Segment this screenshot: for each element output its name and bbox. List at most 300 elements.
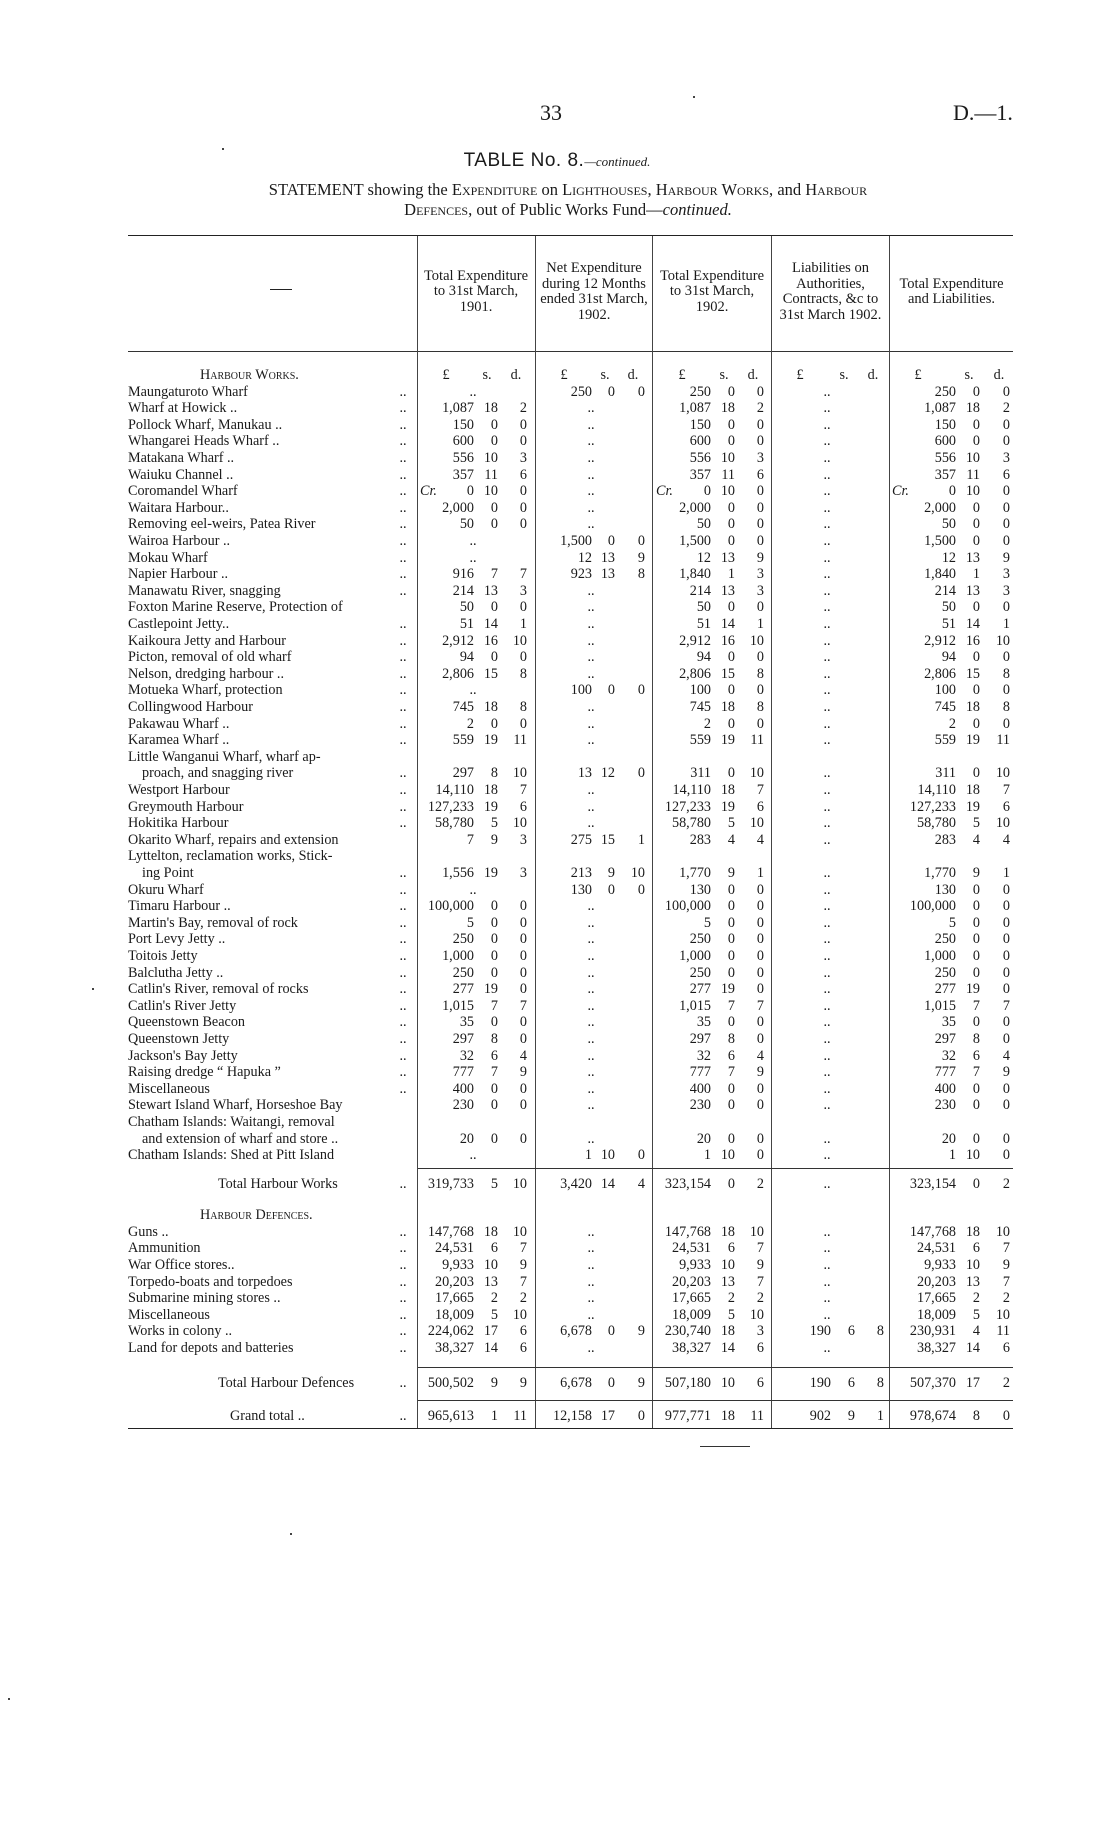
leader-dots: .. xyxy=(399,1375,407,1391)
amount-pounds: 50 xyxy=(459,516,474,533)
amount-pence: 0 xyxy=(756,649,764,666)
amount-shillings: 7 xyxy=(727,997,735,1014)
amount-pounds: 14,110 xyxy=(672,782,711,798)
amount-shillings: 6 xyxy=(847,1375,855,1391)
table-row xyxy=(0,1097,1114,1114)
amount-pence: 9 xyxy=(756,1257,764,1273)
amount-shillings: 10 xyxy=(483,450,498,466)
amount-pounds: 250 xyxy=(452,931,474,948)
empty-cell-dots: .. xyxy=(587,466,595,483)
amount-shillings: 0 xyxy=(972,499,980,516)
empty-cell-dots: .. xyxy=(587,798,595,815)
total-row xyxy=(0,1408,1114,1425)
amount-pounds: 277 xyxy=(689,981,711,998)
amount-pounds: 20 xyxy=(459,1130,474,1147)
section-heading: Harbour Works. xyxy=(200,367,299,383)
total-row xyxy=(0,1176,1114,1193)
table-row xyxy=(0,649,1114,666)
amount-pence: 0 xyxy=(756,715,764,732)
leader-dots: .. xyxy=(399,416,407,433)
empty-cell-dots: .. xyxy=(823,881,831,898)
leader-dots: .. xyxy=(399,616,407,632)
row-label: Karamea Wharf .. xyxy=(128,732,230,749)
amount-pounds: 17,665 xyxy=(916,1290,956,1307)
amount-shillings: 18 xyxy=(483,1223,498,1240)
amount-pence: 0 xyxy=(756,433,764,450)
amount-pence: 11 xyxy=(996,732,1010,749)
amount-pence: 7 xyxy=(519,997,527,1014)
amount-pounds: 250 xyxy=(689,383,711,400)
amount-pence: 0 xyxy=(1002,1130,1010,1147)
amount-pounds: 250 xyxy=(934,931,956,948)
amount-pence: 2 xyxy=(1002,1375,1010,1391)
amount-shillings: 9 xyxy=(727,865,735,881)
amount-shillings: 0 xyxy=(972,416,980,433)
table-row xyxy=(0,1147,1114,1164)
amount-pounds: 2 xyxy=(948,715,956,732)
amount-pounds: 1,000 xyxy=(679,948,711,964)
amount-shillings: 0 xyxy=(727,533,735,549)
amount-pounds: 923 xyxy=(570,566,592,583)
amount-shillings: 2 xyxy=(727,1290,735,1307)
row-label: Jackson's Bay Jetty xyxy=(128,1047,238,1064)
empty-cell-dots: .. xyxy=(587,499,595,516)
row-label: Queenstown Beacon xyxy=(128,1014,246,1031)
amount-pounds: 275 xyxy=(570,831,592,848)
amount-shillings: 8 xyxy=(490,765,498,782)
amount-pounds: 9,933 xyxy=(679,1257,711,1273)
statement-text: and xyxy=(773,180,806,199)
amount-pence: 7 xyxy=(756,997,764,1014)
amount-pence: 0 xyxy=(756,1031,764,1047)
amount-pence: 9 xyxy=(519,1257,527,1273)
amount-pounds: 20,203 xyxy=(916,1273,956,1290)
amount-pence: 0 xyxy=(756,898,764,915)
statement-text: STATEMENT showing the xyxy=(268,180,452,199)
empty-cell-dots: .. xyxy=(587,948,595,964)
row-label: Mokau Wharf xyxy=(128,549,208,566)
amount-shillings: 10 xyxy=(600,1147,615,1164)
empty-cell-dots: .. xyxy=(823,782,831,798)
amount-shillings: 4 xyxy=(972,831,980,848)
row-label: Hokitika Harbour xyxy=(128,815,229,832)
section-heading: Harbour Defences. xyxy=(200,1207,313,1224)
empty-cell-dots: .. xyxy=(823,616,831,632)
unit-pound: £ xyxy=(914,367,922,383)
amount-shillings: 10 xyxy=(483,1257,498,1273)
table-row xyxy=(0,998,1114,1015)
amount-pounds: 559 xyxy=(452,732,474,749)
amount-pounds: 12 xyxy=(577,549,592,566)
amount-pence: 9 xyxy=(1002,1257,1010,1273)
amount-pounds: 35 xyxy=(459,1014,474,1031)
amount-pounds: 13 xyxy=(577,765,592,782)
amount-pence: 0 xyxy=(756,483,764,500)
amount-pence: 0 xyxy=(637,533,645,549)
table-title-main: TABLE No. 8. xyxy=(463,150,585,171)
amount-pence: 7 xyxy=(756,1240,764,1257)
amount-pence: 7 xyxy=(1002,1273,1010,1290)
amount-shillings: 0 xyxy=(727,433,735,450)
row-label: Matakana Wharf .. xyxy=(128,450,235,466)
page-speck xyxy=(8,1698,10,1700)
leader-dots: .. xyxy=(399,1273,407,1290)
amount-pence: 8 xyxy=(876,1323,884,1340)
amount-pence: 4 xyxy=(1002,1047,1010,1064)
amount-pounds: 2,912 xyxy=(679,632,711,649)
amount-shillings: 0 xyxy=(490,416,498,433)
amount-pounds: 556 xyxy=(452,450,474,466)
amount-shillings: 14 xyxy=(720,1340,735,1356)
amount-shillings: 0 xyxy=(727,682,735,699)
amount-pence: 0 xyxy=(519,1080,527,1097)
row-label: Okarito Wharf, repairs and extension xyxy=(128,831,339,848)
empty-cell-dots: .. xyxy=(587,782,595,798)
amount-pence: 3 xyxy=(519,450,527,466)
empty-cell-dots: .. xyxy=(587,1273,595,1290)
table-row xyxy=(0,550,1114,567)
amount-pence: 6 xyxy=(519,798,527,815)
section-heading-row xyxy=(0,367,1114,384)
amount-pounds: 127,233 xyxy=(427,798,474,815)
leader-dots: .. xyxy=(399,765,407,782)
amount-pounds: 357 xyxy=(452,466,474,483)
unit-shilling: s. xyxy=(600,367,610,383)
empty-cell-dots: .. xyxy=(587,931,595,948)
empty-cell-dots: .. xyxy=(823,632,831,649)
amount-pence: 0 xyxy=(1002,948,1010,964)
amount-shillings: 0 xyxy=(972,433,980,450)
amount-shillings: 0 xyxy=(972,765,980,782)
leader-dots: .. xyxy=(399,1064,407,1081)
amount-pence: 7 xyxy=(756,1273,764,1290)
empty-cell-dots: .. xyxy=(823,699,831,715)
unit-pence: d. xyxy=(510,367,522,383)
amount-pence: 0 xyxy=(1002,1031,1010,1047)
amount-pounds: 50 xyxy=(696,516,711,533)
amount-shillings: 1 xyxy=(727,566,735,583)
empty-cell-dots: .. xyxy=(587,1130,595,1147)
amount-pence: 1 xyxy=(756,865,764,881)
amount-shillings: 0 xyxy=(972,599,980,616)
row-label: Whangarei Heads Wharf .. xyxy=(128,433,280,450)
amount-pounds: 0 xyxy=(466,483,474,500)
amount-pounds: 9,933 xyxy=(924,1257,956,1273)
amount-shillings: 0 xyxy=(490,715,498,732)
amount-pounds: 1,087 xyxy=(442,400,474,417)
amount-pounds: 319,733 xyxy=(427,1176,474,1193)
amount-pence: 1 xyxy=(876,1408,884,1424)
amount-shillings: 18 xyxy=(965,1223,980,1240)
amount-shillings: 19 xyxy=(483,865,498,881)
amount-pounds: 1,500 xyxy=(560,533,592,549)
table-row xyxy=(0,716,1114,733)
amount-pence: 0 xyxy=(1002,898,1010,915)
amount-pence: 1 xyxy=(1002,865,1010,881)
amount-shillings: 13 xyxy=(720,1273,735,1290)
amount-shillings: 0 xyxy=(490,433,498,450)
leader-dots: .. xyxy=(399,981,407,998)
table-row xyxy=(0,865,1114,882)
empty-cell-dots: .. xyxy=(823,1080,831,1097)
amount-pence: 0 xyxy=(519,649,527,666)
unit-shilling: s. xyxy=(839,367,849,383)
row-label: Toitois Jetty xyxy=(128,948,198,964)
amount-pounds: 147,768 xyxy=(909,1223,956,1240)
amount-shillings: 18 xyxy=(483,400,498,417)
amount-pounds: 357 xyxy=(934,466,956,483)
amount-shillings: 15 xyxy=(965,665,980,682)
amount-shillings: 0 xyxy=(972,1130,980,1147)
amount-shillings: 13 xyxy=(483,582,498,599)
empty-cell-dots: .. xyxy=(587,450,595,466)
amount-pounds: 50 xyxy=(459,599,474,616)
table-row xyxy=(0,1081,1114,1098)
table-row xyxy=(0,433,1114,450)
leader-dots: .. xyxy=(399,549,407,566)
amount-shillings: 14 xyxy=(720,616,735,632)
amount-pence: 10 xyxy=(749,1223,764,1240)
empty-cell-dots: .. xyxy=(823,483,831,500)
amount-pence: 2 xyxy=(1002,1176,1010,1193)
amount-pounds: 777 xyxy=(452,1064,474,1081)
amount-pounds: 100,000 xyxy=(664,898,711,915)
amount-pence: 2 xyxy=(1002,400,1010,417)
amount-shillings: 0 xyxy=(727,765,735,782)
amount-pounds: 250 xyxy=(689,931,711,948)
amount-pounds: 214 xyxy=(689,582,711,599)
empty-cell-dots: .. xyxy=(823,499,831,516)
amount-pounds: 51 xyxy=(696,616,711,632)
amount-pence: 11 xyxy=(750,1408,764,1424)
row-label: Wairoa Harbour .. xyxy=(128,533,231,549)
row-label: Okuru Wharf xyxy=(128,881,204,898)
amount-pounds: 35 xyxy=(696,1014,711,1031)
amount-shillings: 10 xyxy=(965,483,980,500)
amount-shillings: 9 xyxy=(490,1375,498,1391)
empty-cell-dots: .. xyxy=(823,815,831,832)
amount-pounds: 977,771 xyxy=(664,1408,711,1424)
empty-cell-dots: .. xyxy=(587,898,595,915)
amount-pence: 11 xyxy=(513,1408,527,1424)
total-label: Total Harbour Works xyxy=(218,1176,338,1193)
amount-pence: 0 xyxy=(756,599,764,616)
amount-pounds: 38,327 xyxy=(916,1340,956,1356)
table-row xyxy=(0,467,1114,484)
empty-cell-dots: .. xyxy=(823,1273,831,1290)
statement-text: Harbour xyxy=(805,180,868,199)
amount-shillings: 5 xyxy=(490,815,498,832)
empty-cell-dots: .. xyxy=(587,516,595,533)
amount-pence: 10 xyxy=(512,1176,527,1193)
empty-cell-dots: .. xyxy=(587,599,595,616)
amount-pence: 0 xyxy=(756,682,764,699)
amount-shillings: 5 xyxy=(972,815,980,832)
empty-cell-dots: .. xyxy=(587,1080,595,1097)
empty-cell-dots: .. xyxy=(823,898,831,915)
header-liabilities: Liabilities on Authorities, Contracts, &c to 31st March 1902. xyxy=(779,260,882,323)
total-label: Total Harbour Defences xyxy=(218,1375,355,1391)
empty-cell-dots: .. xyxy=(823,599,831,616)
amount-shillings: 7 xyxy=(972,1064,980,1081)
amount-pounds: 58,780 xyxy=(916,815,956,832)
empty-cell-dots: .. xyxy=(823,516,831,533)
empty-cell-dots: .. xyxy=(823,1257,831,1273)
amount-pence: 0 xyxy=(756,1080,764,1097)
amount-pounds: 1,015 xyxy=(924,997,956,1014)
amount-pence: 7 xyxy=(519,782,527,798)
amount-pounds: 556 xyxy=(689,450,711,466)
amount-shillings: 13 xyxy=(483,1273,498,1290)
leader-dots: .. xyxy=(399,865,407,881)
amount-pence: 0 xyxy=(637,765,645,782)
table-title-suffix: —continued. xyxy=(584,154,651,169)
amount-shillings: 14 xyxy=(600,1176,615,1193)
empty-cell-dots: .. xyxy=(823,1240,831,1257)
empty-cell-dots: .. xyxy=(823,732,831,749)
empty-cell-dots: .. xyxy=(823,798,831,815)
amount-pence: 3 xyxy=(756,566,764,583)
amount-pounds: 556 xyxy=(934,450,956,466)
row-label: Waitara Harbour.. xyxy=(128,499,229,516)
amount-shillings: 18 xyxy=(965,400,980,417)
amount-shillings: 0 xyxy=(727,1176,735,1193)
empty-cell-dots: .. xyxy=(587,1047,595,1064)
amount-shillings: 19 xyxy=(720,981,735,998)
table-row xyxy=(0,815,1114,832)
table-row xyxy=(0,1064,1114,1081)
amount-pounds: 357 xyxy=(689,466,711,483)
leader-dots: .. xyxy=(399,948,407,964)
amount-pence: 1 xyxy=(637,831,645,848)
table-row xyxy=(0,616,1114,633)
empty-cell-dots: .. xyxy=(823,715,831,732)
amount-pounds: 2 xyxy=(466,715,474,732)
empty-cell-dots: .. xyxy=(587,964,595,981)
amount-shillings: 10 xyxy=(720,483,735,500)
table-row xyxy=(0,1131,1114,1148)
amount-shillings: 0 xyxy=(727,1014,735,1031)
amount-shillings: 13 xyxy=(965,1273,980,1290)
amount-shillings: 6 xyxy=(727,1047,735,1064)
amount-pounds: 38,327 xyxy=(671,1340,711,1356)
row-label: Motueka Wharf, protection xyxy=(128,682,283,699)
empty-cell-dots: .. xyxy=(587,699,595,715)
amount-pence: 10 xyxy=(995,1223,1010,1240)
header-net-expenditure: Net Expenditure during 12 Months ended 31st March, 1902. xyxy=(540,260,648,323)
amount-pounds: 35 xyxy=(941,1014,956,1031)
unit-pound: £ xyxy=(442,367,450,383)
amount-pounds: 297 xyxy=(452,1031,474,1047)
table-row xyxy=(0,1014,1114,1031)
empty-cell-dots: .. xyxy=(587,616,595,632)
unit-shilling: s. xyxy=(719,367,729,383)
amount-pounds: 20 xyxy=(696,1130,711,1147)
amount-pounds: 58,780 xyxy=(434,815,474,832)
row-label: Maungaturoto Wharf xyxy=(128,383,248,400)
row-label: Port Levy Jetty .. xyxy=(128,931,226,948)
table-row xyxy=(0,516,1114,533)
amount-shillings: 10 xyxy=(965,1257,980,1273)
table-row xyxy=(0,450,1114,467)
total-rule xyxy=(418,1400,1013,1401)
row-label: Wharf at Howick .. xyxy=(128,400,238,417)
amount-pounds: 250 xyxy=(934,383,956,400)
unit-pound: £ xyxy=(678,367,686,383)
amount-pence: 4 xyxy=(756,1047,764,1064)
amount-shillings: 0 xyxy=(490,948,498,964)
amount-pounds: 2,000 xyxy=(924,499,956,516)
amount-pounds: 17,665 xyxy=(434,1290,474,1307)
amount-shillings: 19 xyxy=(483,981,498,998)
table-row xyxy=(0,1240,1114,1257)
table-row xyxy=(0,400,1114,417)
amount-pounds: 130 xyxy=(689,881,711,898)
amount-pence: 6 xyxy=(756,466,764,483)
amount-pence: 2 xyxy=(756,1176,764,1193)
amount-shillings: 5 xyxy=(972,1306,980,1323)
amount-pounds: 311 xyxy=(690,765,711,782)
leader-dots: .. xyxy=(399,715,407,732)
amount-shillings: 0 xyxy=(727,881,735,898)
amount-pence: 0 xyxy=(756,981,764,998)
amount-pence: 0 xyxy=(519,981,527,998)
empty-cell-dots: .. xyxy=(823,433,831,450)
amount-pence: 2 xyxy=(519,400,527,417)
amount-shillings: 6 xyxy=(490,1240,498,1257)
amount-shillings: 5 xyxy=(727,815,735,832)
amount-pounds: 1,000 xyxy=(442,948,474,964)
amount-pounds: 50 xyxy=(696,599,711,616)
amount-shillings: 0 xyxy=(972,1097,980,1114)
amount-shillings: 18 xyxy=(720,782,735,798)
amount-shillings: 13 xyxy=(600,566,615,583)
leader-dots: .. xyxy=(399,1240,407,1257)
amount-pounds: 130 xyxy=(570,881,592,898)
leader-dots: .. xyxy=(399,798,407,815)
amount-shillings: 14 xyxy=(483,1340,498,1356)
empty-cell-dots: .. xyxy=(587,1257,595,1273)
amount-shillings: 18 xyxy=(720,1408,735,1424)
empty-cell-dots: .. xyxy=(823,1176,831,1193)
amount-shillings: 11 xyxy=(966,466,980,483)
amount-pounds: 323,154 xyxy=(909,1176,956,1193)
header-total-liabilities: Total Expenditure and Liabilities. xyxy=(899,275,1004,307)
row-label: Foxton Marine Reserve, Protection of xyxy=(128,599,343,616)
amount-shillings: 8 xyxy=(972,1408,980,1424)
amount-pence: 6 xyxy=(756,1375,764,1391)
amount-pounds: 1 xyxy=(948,1147,956,1164)
amount-pence: 9 xyxy=(637,1323,645,1340)
amount-pounds: 230 xyxy=(689,1097,711,1114)
amount-shillings: 13 xyxy=(965,582,980,599)
amount-pounds: 400 xyxy=(689,1080,711,1097)
leader-dots: .. xyxy=(399,1031,407,1047)
table-row xyxy=(0,599,1114,616)
amount-pounds: 127,233 xyxy=(909,798,956,815)
table-row xyxy=(0,633,1114,650)
credit-marker: Cr. xyxy=(420,483,437,500)
amount-pence: 10 xyxy=(749,1306,764,1323)
table-row xyxy=(0,1340,1114,1357)
leader-dots: .. xyxy=(399,632,407,649)
amount-pounds: 94 xyxy=(696,649,711,666)
amount-shillings: 18 xyxy=(965,699,980,715)
amount-pence: 10 xyxy=(995,1306,1010,1323)
amount-shillings: 8 xyxy=(490,1031,498,1047)
unit-pound: £ xyxy=(796,367,804,383)
amount-pounds: 214 xyxy=(934,582,956,599)
